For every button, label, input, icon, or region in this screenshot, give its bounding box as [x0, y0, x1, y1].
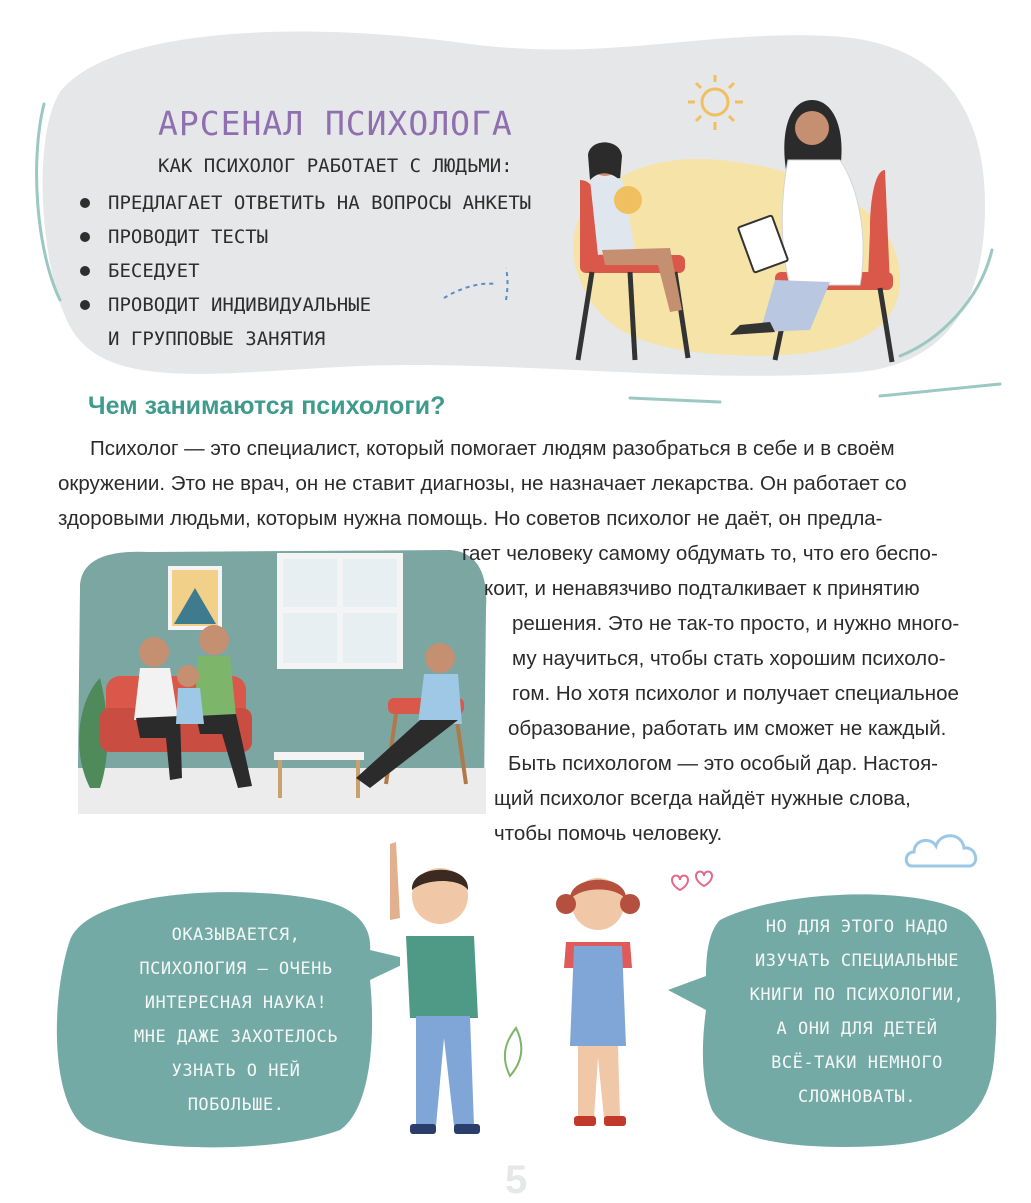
- speech-line: А ОНИ ДЛЯ ДЕТЕЙ: [776, 1019, 938, 1039]
- speech-line: НО ДЛЯ ЭТОГО НАДО: [765, 917, 949, 937]
- speech-line: ПСИХОЛОГИЯ — ОЧЕНЬ: [139, 959, 333, 979]
- speech-line: ОКАЗЫВАЕТСЯ,: [171, 925, 301, 945]
- paragraph-line: решения. Это не так-то просто, и нужно много-: [512, 612, 960, 635]
- paragraph-line: окружении. Это не врач, он не ставит диагнозы, не назначает лекарства. Он работает со: [58, 472, 907, 495]
- paragraph-line: гом. Но хотя психолог и получает специальное: [512, 682, 959, 705]
- window: [280, 556, 400, 666]
- speech-line: ВСЁ-ТАКИ НЕМНОГО: [771, 1053, 943, 1073]
- section-heading: Чем занимаются психологи?: [88, 392, 446, 420]
- speech-text-left: [96, 918, 376, 1122]
- speech-line: ПОБОЛЬШЕ.: [187, 1095, 285, 1115]
- paragraph-line: Быть психологом — это особый дар. Настоя-: [508, 752, 938, 775]
- paragraph-line: образование, работать им сможет не каждый.: [508, 717, 947, 740]
- speech-line: ИНТЕРЕСНАЯ НАУКА!: [144, 993, 328, 1013]
- speech-line: СЛОЖНОВАТЫ.: [797, 1087, 917, 1107]
- paragraph-line: щий психолог всегда найдёт нужные слова,: [494, 787, 911, 810]
- family-session-illustration: [70, 548, 490, 816]
- info-box-subtitle: КАК ПСИХОЛОГ РАБОТАЕТ С ЛЮДЬМИ:: [158, 155, 513, 177]
- paragraph-line: чтобы помочь человеку.: [494, 822, 723, 845]
- wall-picture: [170, 568, 220, 628]
- methods-list: [78, 186, 531, 356]
- cloud-icon: [900, 820, 990, 880]
- paragraph-line: Психолог — это специалист, который помогает людям разобраться в себе и в своём: [90, 437, 895, 460]
- page-number: 5: [505, 1158, 528, 1202]
- speech-text-right: [712, 910, 1002, 1114]
- speech-line: ИЗУЧАТЬ СПЕЦИАЛЬНЫЕ: [755, 951, 959, 971]
- list-item: ПРЕДЛАГАЕТ ОТВЕТИТЬ НА ВОПРОСЫ АНКЕТЫ: [78, 186, 531, 220]
- sun-icon: [688, 75, 743, 130]
- list-item: ПРОВОДИТ ТЕСТЫ: [78, 220, 531, 254]
- speech-line: МНЕ ДАЖЕ ЗАХОТЕЛОСЬ: [134, 1027, 338, 1047]
- paragraph-line: му научиться, чтобы стать хорошим психоло-: [512, 647, 946, 670]
- list-item: БЕСЕДУЕТ: [78, 254, 531, 288]
- speech-line: КНИГИ ПО ПСИХОЛОГИИ,: [749, 985, 965, 1005]
- children-illustration: [370, 838, 650, 1148]
- info-box-title: АРСЕНАЛ ПСИХОЛОГА: [158, 104, 513, 143]
- paragraph-line: здоровыми людьми, которым нужна помощь. Но советов психолог не даёт, он предла-: [58, 507, 883, 530]
- girl-figure: [556, 878, 640, 1126]
- boy-figure: [390, 842, 480, 1134]
- list-item: ПРОВОДИТ ИНДИВИДУАЛЬНЫЕ И ГРУППОВЫЕ ЗАНЯТИЯ: [78, 288, 531, 356]
- speech-line: УЗНАТЬ О НЕЙ: [171, 1061, 301, 1081]
- paragraph-line: гает человеку самому обдумать то, что его беспо-: [462, 542, 938, 565]
- paragraph-line: коит, и ненавязчиво подталкивает к принятию: [484, 577, 920, 600]
